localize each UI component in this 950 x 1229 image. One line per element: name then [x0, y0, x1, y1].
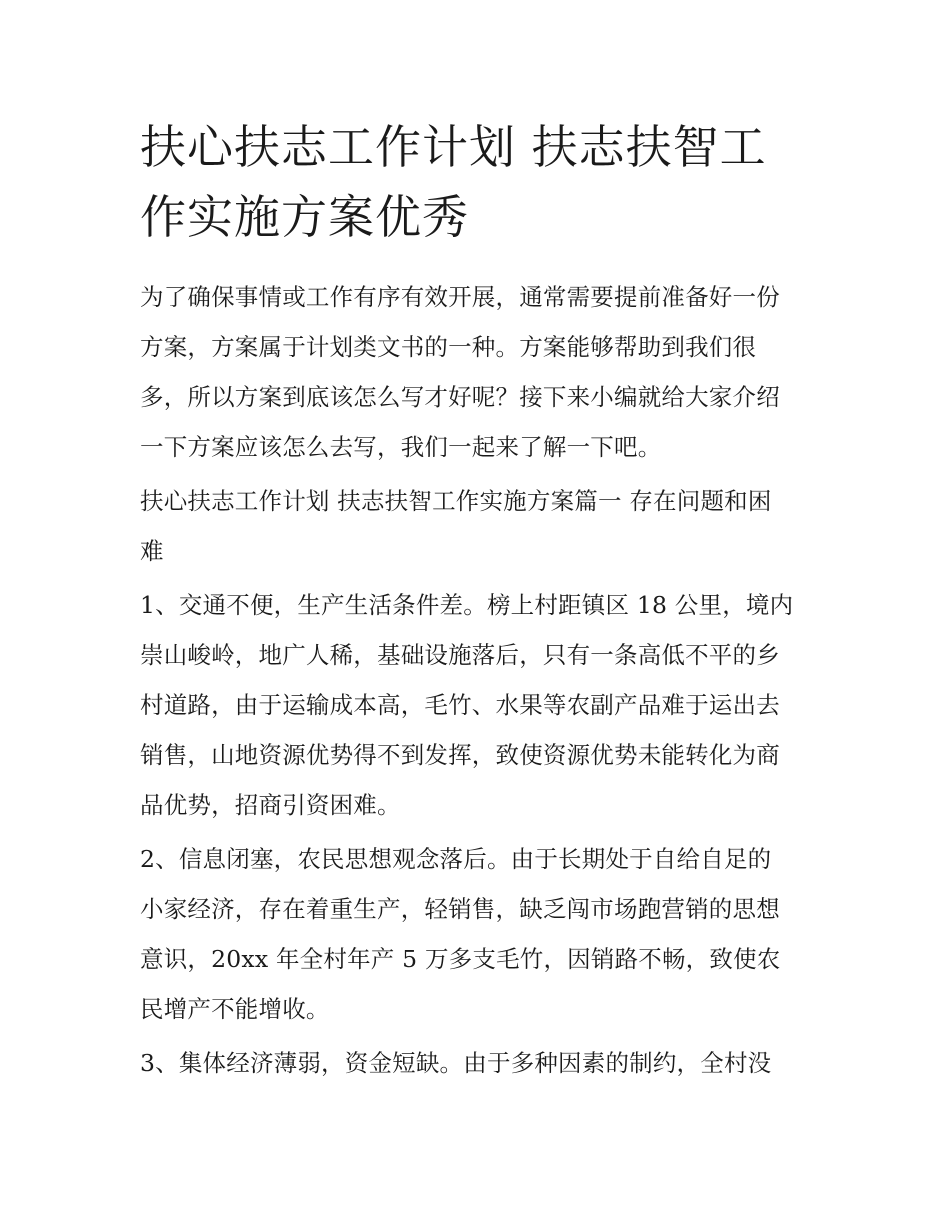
intro-paragraph: 为了确保事情或工作有序有效开展，通常需要提前准备好一份 方案，方案属于计划类文书的一种。方案能够帮助到我们很 多，所以方案到底该怎么写才好呢？接下来小编就给大家介绍 一下方案应该怎么去写，我们一起来了解一下吧。 — [140, 283, 780, 461]
list-item: 3、集体经济薄弱，资金短缺。由于多种因素的制约，全村没 — [140, 1049, 772, 1077]
document-page — [140, 112, 815, 1088]
list-item: 1、交通不便，生产生活条件差。榜上村距镇区 18 公里，境内 崇山峻岭，地广人稀，基础设施落后，只有一条高低不平的乡 村道路，由于运输成本高，毛竹、水果等农副产品难于运出去 销售，山地资源优势得不到发挥，致使资源优势未能转化为商 品优势，招商引资困难。 — [140, 591, 794, 819]
section-heading: 扶心扶志工作计划 扶志扶智工作实施方案篇一 存在问题和困 难 — [140, 487, 772, 565]
document-title: 扶心扶志工作计划 扶志扶智工 作实施方案优秀 — [140, 120, 767, 244]
list-item: 2、信息闭塞，农民思想观念落后。由于长期处于自给自足的 小家经济，存在着重生产，轻销售，缺乏闯市场跑营销的思想 意识，20xx 年全村年产 5 万多支毛竹，因销路不畅，致使农 民增产不能增收。 — [140, 845, 781, 1023]
